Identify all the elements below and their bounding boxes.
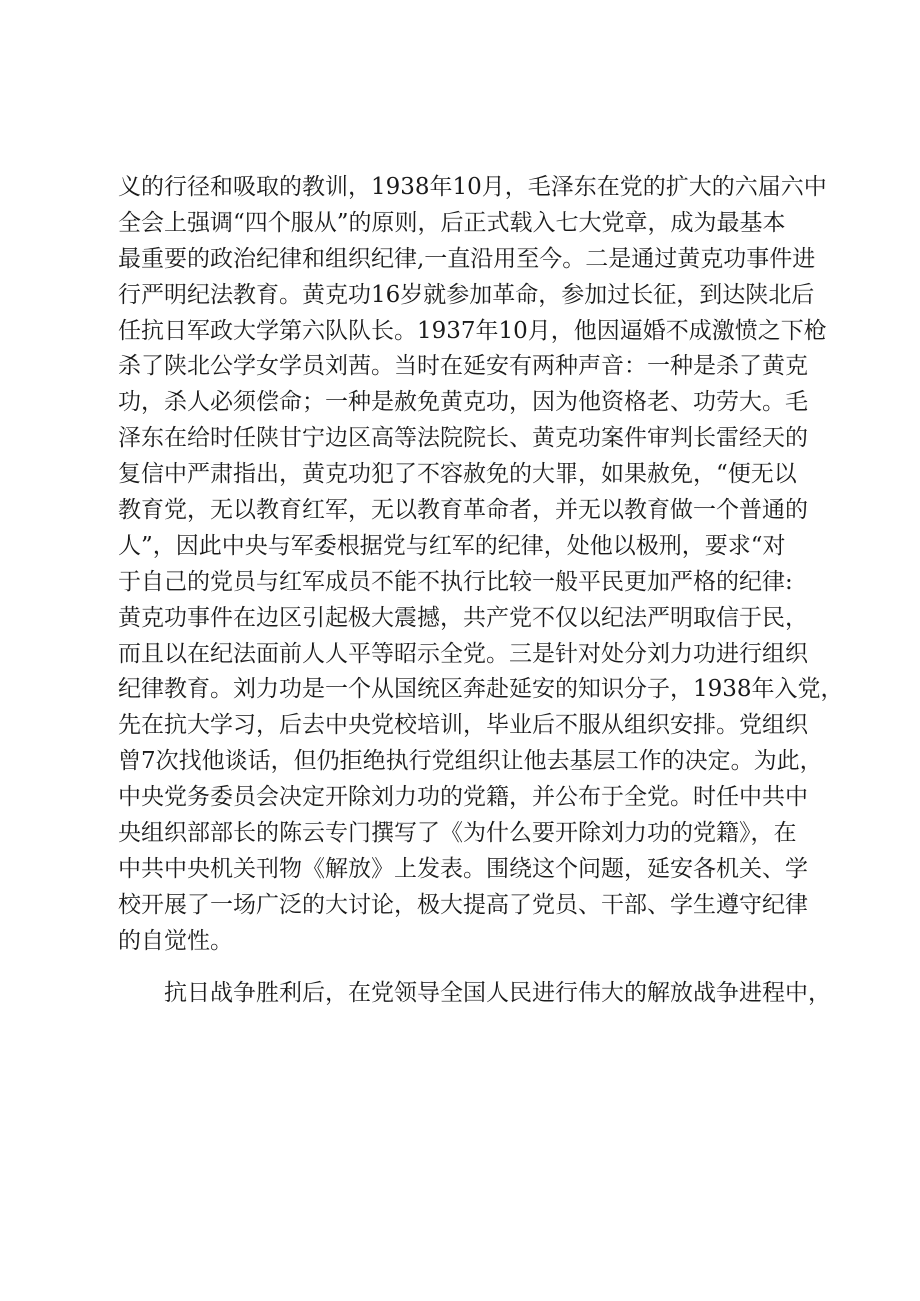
text-line: 而且以在纪法面前人人平等昭示全党。三是针对处分刘力功进行组织 bbox=[118, 640, 808, 667]
text-line: 全会上强调“四个服从”的原则，后正式载入七大党章，成为最基本 bbox=[118, 209, 786, 236]
text-line: 于自己的党员与红军成员不能不执行比较一般平民更加严格的纪律: bbox=[118, 568, 793, 595]
text-line: 的自觉性。 bbox=[118, 927, 233, 954]
text-line: 人”，因此中央与军委根据党与红军的纪律，处他以极刑，要求“对 bbox=[118, 532, 786, 559]
text-line: 义的行径和吸取的教训，1938年10月，毛泽东在党的扩大的六届六中 bbox=[118, 174, 827, 200]
text-line: 泽东在给时任陕甘宁边区高等法院院长、黄克功案件审判长雷经天的 bbox=[118, 425, 808, 452]
text-line: 曾7次找他谈话，但仍拒绝执行党组织让他去基层工作的决定。为此， bbox=[118, 748, 823, 775]
text-line: 功，杀人必须偿命；一种是赦免黄克功，因为他资格老、功劳大。毛 bbox=[118, 389, 808, 416]
text-line: 央组织部部长的陈云专门撰写了《为什么要开除刘力功的党籍》，在 bbox=[118, 820, 797, 847]
text-line: 抗日战争胜利后，在党领导全国人民进行伟大的解放战争进程中， bbox=[164, 979, 831, 1006]
text-line: 行严明纪法教育。黄克功16岁就参加革命，参加过长征，到达陕北后 bbox=[118, 281, 815, 308]
text-line: 校开展了一场广泛的大讨论，极大提高了党员、干部、学生遵守纪律 bbox=[118, 891, 808, 918]
text-line: 教育党，无以教育红军，无以教育革命者，并无以教育做一个普通的 bbox=[118, 497, 808, 524]
paragraph-gap bbox=[118, 960, 828, 976]
paragraph-1 bbox=[118, 170, 844, 960]
text-line: 杀了陕北公学女学员刘茜。当时在延安有两种声音：一种是杀了黄克 bbox=[118, 353, 808, 380]
text-line: 任抗日军政大学第六队队长。1937年10月，他因逼婚不成激愤之下枪 bbox=[118, 317, 827, 344]
text-line: 纪律教育。刘力功是一个从国统区奔赴延安的知识分子，1938年入党， bbox=[118, 676, 844, 703]
text-line: 最重要的政治纪律和组织纪律,一直沿用至今。二是通过黄克功事件进 bbox=[118, 245, 816, 272]
text-line: 黄克功事件在边区引起极大震撼，共产党不仅以纪法严明取信于民， bbox=[118, 604, 808, 631]
paragraph-2 bbox=[118, 976, 831, 1012]
text-line: 复信中严肃指出，黄克功犯了不容赦免的大罪，如果赦免，“便无以 bbox=[118, 461, 797, 488]
text-line: 先在抗大学习，后去中央党校培训，毕业后不服从组织安排。党组织 bbox=[118, 712, 808, 739]
text-line: 中共中央机关刊物《解放》上发表。围绕这个问题，延安各机关、学 bbox=[118, 855, 808, 882]
document-body bbox=[118, 170, 844, 1011]
text-line: 中央党务委员会决定开除刘力功的党籍，并公布于全党。时任中共中 bbox=[118, 784, 808, 811]
